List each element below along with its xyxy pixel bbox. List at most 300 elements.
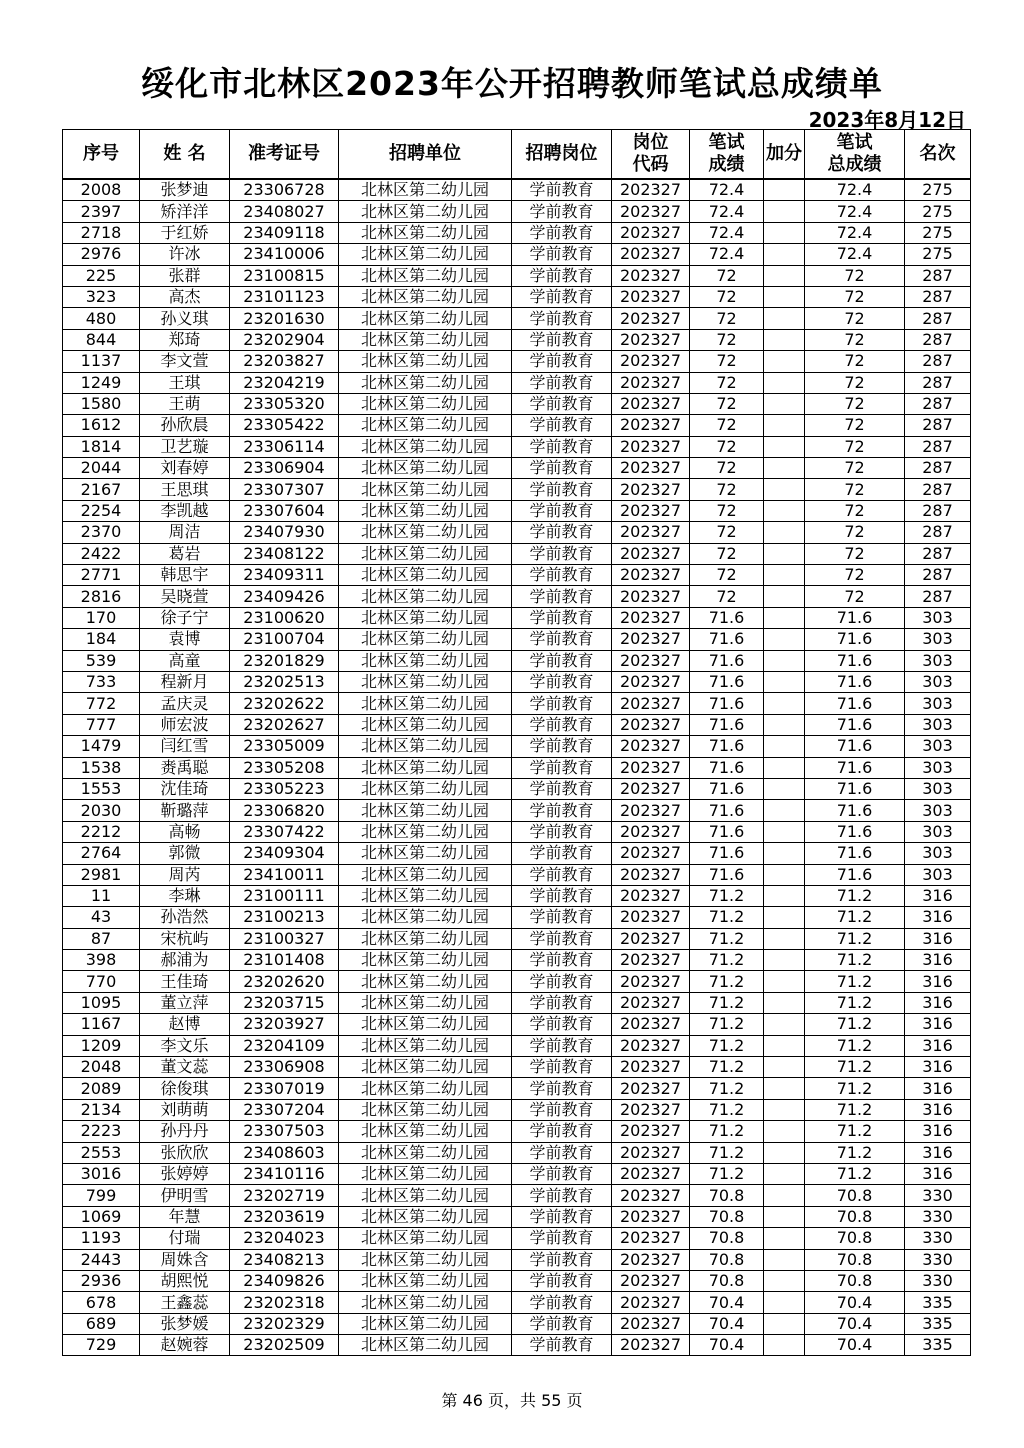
cell-seq: 398: [63, 950, 140, 971]
cell-unit: 北林区第二幼儿园: [339, 458, 512, 479]
cell-unit: 北林区第二幼儿园: [339, 1313, 512, 1334]
header-col-post-code: 岗位 代码: [612, 130, 690, 180]
cell-unit: 北林区第二幼儿园: [339, 885, 512, 906]
cell-rank: 316: [905, 1078, 971, 1099]
cell-exam-id: 23409118: [230, 222, 339, 243]
cell-rank: 287: [905, 351, 971, 372]
cell-position: 学前教育: [512, 928, 612, 949]
cell-rank: 303: [905, 607, 971, 628]
cell-post-code: 202327: [612, 1163, 690, 1184]
cell-written-score: 71.6: [690, 778, 764, 799]
cell-name: 董立萍: [140, 992, 230, 1013]
cell-position: 学前教育: [512, 1270, 612, 1291]
cell-total-score: 71.2: [805, 1163, 905, 1184]
cell-unit: 北林区第二幼儿园: [339, 821, 512, 842]
cell-total-score: 72.4: [805, 244, 905, 265]
cell-unit: 北林区第二幼儿园: [339, 907, 512, 928]
cell-rank: 316: [905, 992, 971, 1013]
cell-total-score: 70.8: [805, 1206, 905, 1227]
cell-position: 学前教育: [512, 864, 612, 885]
cell-bonus: [764, 1335, 805, 1356]
cell-post-code: 202327: [612, 1078, 690, 1099]
cell-written-score: 72: [690, 329, 764, 350]
cell-position: 学前教育: [512, 244, 612, 265]
cell-total-score: 71.6: [805, 864, 905, 885]
cell-name: 孙欣晨: [140, 415, 230, 436]
cell-position: 学前教育: [512, 500, 612, 521]
table-row: [63, 629, 971, 650]
cell-post-code: 202327: [612, 543, 690, 564]
cell-bonus: [764, 821, 805, 842]
cell-written-score: 72: [690, 393, 764, 414]
cell-exam-id: 23305422: [230, 415, 339, 436]
cell-position: 学前教育: [512, 393, 612, 414]
cell-exam-id: 23201630: [230, 308, 339, 329]
cell-rank: 287: [905, 543, 971, 564]
cell-seq: 2223: [63, 1121, 140, 1142]
cell-bonus: [764, 479, 805, 500]
cell-position: 学前教育: [512, 714, 612, 735]
cell-position: 学前教育: [512, 1099, 612, 1120]
cell-name: 王琪: [140, 372, 230, 393]
cell-total-score: 71.2: [805, 885, 905, 906]
cell-seq: 2397: [63, 201, 140, 222]
cell-rank: 275: [905, 201, 971, 222]
cell-rank: 330: [905, 1270, 971, 1291]
cell-total-score: 72.4: [805, 222, 905, 243]
cell-rank: 275: [905, 222, 971, 243]
cell-written-score: 71.2: [690, 950, 764, 971]
cell-position: 学前教育: [512, 693, 612, 714]
cell-bonus: [764, 244, 805, 265]
cell-unit: 北林区第二幼儿园: [339, 1035, 512, 1056]
cell-bonus: [764, 179, 805, 201]
cell-name: 高畅: [140, 821, 230, 842]
cell-seq: 1167: [63, 1014, 140, 1035]
cell-bonus: [764, 1228, 805, 1249]
cell-unit: 北林区第二幼儿园: [339, 329, 512, 350]
cell-bonus: [764, 1313, 805, 1334]
cell-total-score: 71.2: [805, 928, 905, 949]
cell-seq: 87: [63, 928, 140, 949]
cell-seq: 1814: [63, 436, 140, 457]
cell-rank: 303: [905, 864, 971, 885]
cell-seq: 1553: [63, 778, 140, 799]
table-row: [63, 992, 971, 1013]
cell-name: 刘萌萌: [140, 1099, 230, 1120]
cell-bonus: [764, 372, 805, 393]
cell-written-score: 71.2: [690, 1142, 764, 1163]
cell-total-score: 70.8: [805, 1185, 905, 1206]
cell-seq: 2030: [63, 800, 140, 821]
cell-bonus: [764, 458, 805, 479]
cell-total-score: 71.2: [805, 1057, 905, 1078]
cell-unit: 北林区第二幼儿园: [339, 800, 512, 821]
table-row: [63, 308, 971, 329]
table-row: [63, 736, 971, 757]
cell-bonus: [764, 1035, 805, 1056]
cell-exam-id: 23101123: [230, 286, 339, 307]
header-col-position: 招聘岗位: [512, 130, 612, 180]
cell-written-score: 71.2: [690, 907, 764, 928]
cell-total-score: 70.8: [805, 1228, 905, 1249]
cell-total-score: 72: [805, 372, 905, 393]
cell-position: 学前教育: [512, 415, 612, 436]
cell-position: 学前教育: [512, 1292, 612, 1313]
cell-written-score: 70.4: [690, 1292, 764, 1313]
cell-name: 闫红雪: [140, 736, 230, 757]
table-row: [63, 1185, 971, 1206]
cell-total-score: 70.4: [805, 1292, 905, 1313]
cell-post-code: 202327: [612, 1270, 690, 1291]
cell-bonus: [764, 671, 805, 692]
cell-rank: 287: [905, 415, 971, 436]
cell-rank: 316: [905, 885, 971, 906]
cell-position: 学前教育: [512, 458, 612, 479]
table-row: [63, 393, 971, 414]
cell-position: 学前教育: [512, 586, 612, 607]
cell-exam-id: 23307204: [230, 1099, 339, 1120]
cell-total-score: 71.2: [805, 971, 905, 992]
cell-written-score: 72.4: [690, 179, 764, 201]
cell-seq: 184: [63, 629, 140, 650]
cell-written-score: 71.2: [690, 1163, 764, 1184]
cell-total-score: 71.2: [805, 1014, 905, 1035]
cell-total-score: 71.2: [805, 950, 905, 971]
cell-name: 李琳: [140, 885, 230, 906]
cell-unit: 北林区第二幼儿园: [339, 757, 512, 778]
cell-total-score: 72: [805, 500, 905, 521]
cell-written-score: 70.4: [690, 1313, 764, 1334]
cell-seq: 1193: [63, 1228, 140, 1249]
table-row: [63, 1035, 971, 1056]
cell-bonus: [764, 864, 805, 885]
cell-bonus: [764, 1014, 805, 1035]
cell-name: 付瑞: [140, 1228, 230, 1249]
cell-position: 学前教育: [512, 436, 612, 457]
cell-exam-id: 23408027: [230, 201, 339, 222]
cell-written-score: 71.6: [690, 607, 764, 628]
cell-position: 学前教育: [512, 907, 612, 928]
cell-post-code: 202327: [612, 372, 690, 393]
cell-unit: 北林区第二幼儿园: [339, 778, 512, 799]
cell-position: 学前教育: [512, 1185, 612, 1206]
cell-post-code: 202327: [612, 821, 690, 842]
cell-bonus: [764, 800, 805, 821]
cell-rank: 303: [905, 778, 971, 799]
cell-rank: 287: [905, 500, 971, 521]
cell-total-score: 72: [805, 458, 905, 479]
cell-seq: 1580: [63, 393, 140, 414]
cell-seq: 2134: [63, 1099, 140, 1120]
cell-position: 学前教育: [512, 329, 612, 350]
cell-name: 于红娇: [140, 222, 230, 243]
cell-written-score: 71.2: [690, 1014, 764, 1035]
cell-post-code: 202327: [612, 971, 690, 992]
cell-name: 宋杭屿: [140, 928, 230, 949]
table-row: [63, 1206, 971, 1227]
cell-seq: 225: [63, 265, 140, 286]
cell-exam-id: 23306904: [230, 458, 339, 479]
table-row: [63, 950, 971, 971]
cell-position: 学前教育: [512, 522, 612, 543]
cell-written-score: 72.4: [690, 201, 764, 222]
cell-unit: 北林区第二幼儿园: [339, 607, 512, 628]
cell-name: 程新月: [140, 671, 230, 692]
table-row: [63, 586, 971, 607]
cell-total-score: 72: [805, 522, 905, 543]
cell-exam-id: 23307019: [230, 1078, 339, 1099]
cell-total-score: 72.4: [805, 201, 905, 222]
cell-exam-id: 23305009: [230, 736, 339, 757]
cell-exam-id: 23305223: [230, 778, 339, 799]
cell-unit: 北林区第二幼儿园: [339, 393, 512, 414]
cell-exam-id: 23305208: [230, 757, 339, 778]
cell-unit: 北林区第二幼儿园: [339, 479, 512, 500]
cell-post-code: 202327: [612, 928, 690, 949]
cell-unit: 北林区第二幼儿园: [339, 992, 512, 1013]
cell-unit: 北林区第二幼儿园: [339, 222, 512, 243]
cell-unit: 北林区第二幼儿园: [339, 351, 512, 372]
cell-seq: 2718: [63, 222, 140, 243]
table-row: [63, 693, 971, 714]
table-row: [63, 479, 971, 500]
cell-bonus: [764, 1249, 805, 1270]
cell-position: 学前教育: [512, 1313, 612, 1334]
cell-bonus: [764, 693, 805, 714]
cell-name: 董文蕊: [140, 1057, 230, 1078]
cell-position: 学前教育: [512, 265, 612, 286]
cell-exam-id: 23204219: [230, 372, 339, 393]
cell-rank: 316: [905, 928, 971, 949]
cell-bonus: [764, 522, 805, 543]
cell-bonus: [764, 565, 805, 586]
cell-name: 胡熙悦: [140, 1270, 230, 1291]
cell-rank: 316: [905, 950, 971, 971]
cell-position: 学前教育: [512, 543, 612, 564]
cell-written-score: 72: [690, 522, 764, 543]
cell-post-code: 202327: [612, 757, 690, 778]
cell-bonus: [764, 329, 805, 350]
cell-total-score: 72: [805, 543, 905, 564]
cell-exam-id: 23408122: [230, 543, 339, 564]
cell-name: 赵婉蓉: [140, 1335, 230, 1356]
cell-position: 学前教育: [512, 1057, 612, 1078]
cell-total-score: 71.2: [805, 992, 905, 1013]
cell-total-score: 71.6: [805, 821, 905, 842]
cell-post-code: 202327: [612, 586, 690, 607]
cell-bonus: [764, 222, 805, 243]
header-col-bonus: 加分: [764, 130, 805, 180]
cell-position: 学前教育: [512, 286, 612, 307]
cell-name: 袁博: [140, 629, 230, 650]
table-row: [63, 500, 971, 521]
cell-name: 矫洋洋: [140, 201, 230, 222]
cell-total-score: 72: [805, 436, 905, 457]
cell-seq: 1612: [63, 415, 140, 436]
cell-post-code: 202327: [612, 479, 690, 500]
cell-exam-id: 23410006: [230, 244, 339, 265]
cell-exam-id: 23203715: [230, 992, 339, 1013]
cell-rank: 303: [905, 736, 971, 757]
cell-rank: 316: [905, 1142, 971, 1163]
cell-unit: 北林区第二幼儿园: [339, 244, 512, 265]
cell-rank: 303: [905, 821, 971, 842]
cell-written-score: 72: [690, 308, 764, 329]
cell-seq: 799: [63, 1185, 140, 1206]
cell-bonus: [764, 393, 805, 414]
cell-rank: 287: [905, 372, 971, 393]
cell-total-score: 72: [805, 329, 905, 350]
cell-total-score: 72: [805, 586, 905, 607]
cell-unit: 北林区第二幼儿园: [339, 286, 512, 307]
cell-seq: 170: [63, 607, 140, 628]
cell-post-code: 202327: [612, 1142, 690, 1163]
cell-position: 学前教育: [512, 736, 612, 757]
cell-rank: 303: [905, 650, 971, 671]
cell-position: 学前教育: [512, 1121, 612, 1142]
cell-name: 沈佳琦: [140, 778, 230, 799]
cell-seq: 2167: [63, 479, 140, 500]
cell-position: 学前教育: [512, 821, 612, 842]
cell-name: 郑琦: [140, 329, 230, 350]
cell-post-code: 202327: [612, 286, 690, 307]
cell-position: 学前教育: [512, 843, 612, 864]
cell-written-score: 72.4: [690, 222, 764, 243]
cell-written-score: 72: [690, 458, 764, 479]
table-row: [63, 351, 971, 372]
cell-total-score: 70.8: [805, 1249, 905, 1270]
cell-bonus: [764, 1121, 805, 1142]
cell-post-code: 202327: [612, 778, 690, 799]
cell-rank: 275: [905, 244, 971, 265]
cell-post-code: 202327: [612, 1121, 690, 1142]
table-row: [63, 907, 971, 928]
cell-post-code: 202327: [612, 1185, 690, 1206]
cell-position: 学前教育: [512, 351, 612, 372]
table-row: [63, 714, 971, 735]
cell-total-score: 70.8: [805, 1270, 905, 1291]
table-row: [63, 415, 971, 436]
cell-rank: 287: [905, 286, 971, 307]
cell-seq: 11: [63, 885, 140, 906]
cell-unit: 北林区第二幼儿园: [339, 1099, 512, 1120]
cell-name: 张欣欣: [140, 1142, 230, 1163]
cell-unit: 北林区第二幼儿园: [339, 864, 512, 885]
cell-rank: 316: [905, 971, 971, 992]
cell-seq: 1069: [63, 1206, 140, 1227]
cell-position: 学前教育: [512, 971, 612, 992]
cell-name: 李文萱: [140, 351, 230, 372]
cell-rank: 287: [905, 586, 971, 607]
cell-post-code: 202327: [612, 500, 690, 521]
cell-position: 学前教育: [512, 479, 612, 500]
cell-total-score: 72: [805, 415, 905, 436]
cell-position: 学前教育: [512, 1142, 612, 1163]
cell-rank: 303: [905, 629, 971, 650]
cell-seq: 1137: [63, 351, 140, 372]
cell-written-score: 72: [690, 543, 764, 564]
cell-post-code: 202327: [612, 436, 690, 457]
cell-bonus: [764, 265, 805, 286]
cell-unit: 北林区第二幼儿园: [339, 179, 512, 201]
cell-position: 学前教育: [512, 800, 612, 821]
cell-rank: 287: [905, 522, 971, 543]
cell-exam-id: 23307604: [230, 500, 339, 521]
cell-name: 许冰: [140, 244, 230, 265]
cell-unit: 北林区第二幼儿园: [339, 1185, 512, 1206]
cell-unit: 北林区第二幼儿园: [339, 1014, 512, 1035]
table-row: [63, 458, 971, 479]
cell-post-code: 202327: [612, 329, 690, 350]
cell-seq: 2008: [63, 179, 140, 201]
cell-post-code: 202327: [612, 714, 690, 735]
cell-exam-id: 23202719: [230, 1185, 339, 1206]
cell-written-score: 71.2: [690, 885, 764, 906]
cell-total-score: 71.6: [805, 778, 905, 799]
cell-unit: 北林区第二幼儿园: [339, 1142, 512, 1163]
cell-seq: 844: [63, 329, 140, 350]
cell-post-code: 202327: [612, 201, 690, 222]
table-row: [63, 1313, 971, 1334]
cell-rank: 303: [905, 843, 971, 864]
table-row: [63, 1228, 971, 1249]
cell-position: 学前教育: [512, 671, 612, 692]
table-row: [63, 800, 971, 821]
table-row: [63, 565, 971, 586]
cell-exam-id: 23203619: [230, 1206, 339, 1227]
cell-exam-id: 23202620: [230, 971, 339, 992]
cell-name: 张群: [140, 265, 230, 286]
cell-exam-id: 23202318: [230, 1292, 339, 1313]
cell-total-score: 72: [805, 393, 905, 414]
cell-unit: 北林区第二幼儿园: [339, 714, 512, 735]
cell-bonus: [764, 714, 805, 735]
cell-written-score: 71.2: [690, 992, 764, 1013]
cell-bonus: [764, 1163, 805, 1184]
cell-exam-id: 23204023: [230, 1228, 339, 1249]
cell-exam-id: 23306908: [230, 1057, 339, 1078]
cell-unit: 北林区第二幼儿园: [339, 1163, 512, 1184]
cell-written-score: 71.2: [690, 1035, 764, 1056]
cell-bonus: [764, 736, 805, 757]
cell-written-score: 71.2: [690, 1057, 764, 1078]
cell-position: 学前教育: [512, 950, 612, 971]
cell-unit: 北林区第二幼儿园: [339, 201, 512, 222]
cell-total-score: 71.2: [805, 1121, 905, 1142]
cell-seq: 2443: [63, 1249, 140, 1270]
cell-unit: 北林区第二幼儿园: [339, 736, 512, 757]
cell-post-code: 202327: [612, 1014, 690, 1035]
cell-written-score: 70.8: [690, 1228, 764, 1249]
cell-post-code: 202327: [612, 607, 690, 628]
cell-name: 李文乐: [140, 1035, 230, 1056]
table-row: [63, 650, 971, 671]
table-row: [63, 778, 971, 799]
cell-seq: 1479: [63, 736, 140, 757]
cell-seq: 2981: [63, 864, 140, 885]
cell-position: 学前教育: [512, 1035, 612, 1056]
cell-post-code: 202327: [612, 992, 690, 1013]
cell-seq: 539: [63, 650, 140, 671]
cell-post-code: 202327: [612, 1035, 690, 1056]
cell-post-code: 202327: [612, 650, 690, 671]
cell-post-code: 202327: [612, 1249, 690, 1270]
cell-position: 学前教育: [512, 1249, 612, 1270]
cell-unit: 北林区第二幼儿园: [339, 1206, 512, 1227]
cell-written-score: 71.6: [690, 650, 764, 671]
cell-total-score: 71.6: [805, 671, 905, 692]
